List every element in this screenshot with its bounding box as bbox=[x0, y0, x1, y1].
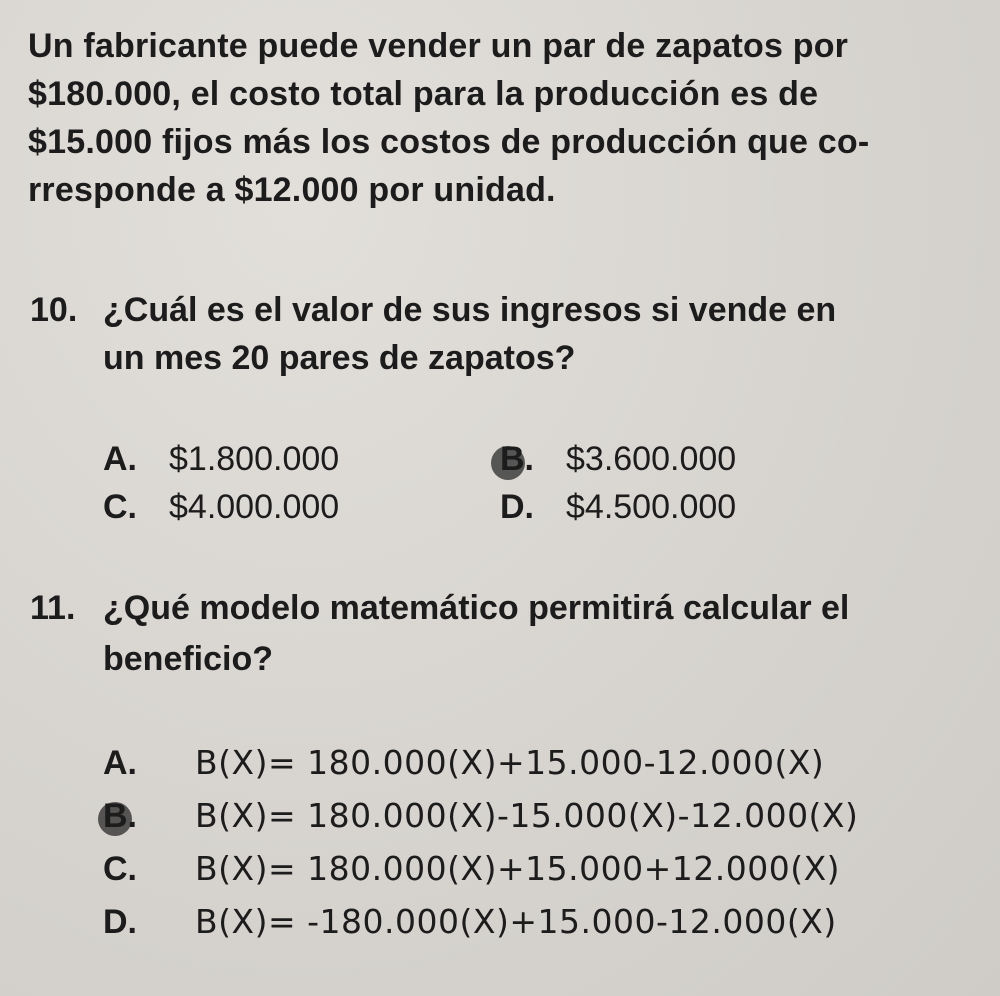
question-number: 11. bbox=[30, 589, 76, 627]
option-value: $4.000.000 bbox=[169, 488, 340, 526]
statement-line-1: Un fabricante puede vender un par de zapatos por bbox=[28, 27, 849, 65]
option-value: B(X)= 180.000(X)-15.000(X)-12.000(X) bbox=[195, 796, 859, 835]
statement-line-4: rresponde a $12.000 por unidad. bbox=[28, 171, 556, 209]
question-text-line-1: ¿Qué modelo matemático permitirá calcular el bbox=[103, 589, 850, 627]
option-b[interactable] bbox=[500, 440, 736, 479]
option-letter: C. bbox=[103, 850, 137, 888]
question-number: 10. bbox=[30, 291, 78, 329]
question-text-line-2: un mes 20 pares de zapatos? bbox=[103, 339, 576, 377]
option-letter: A. bbox=[103, 744, 137, 782]
option-value: B(X)= 180.000(X)+15.000+12.000(X) bbox=[195, 849, 841, 888]
option-letter: A. bbox=[103, 440, 137, 478]
option-letter: B. bbox=[500, 440, 534, 478]
option-d[interactable] bbox=[103, 902, 837, 942]
option-value: $4.500.000 bbox=[566, 488, 737, 526]
option-c[interactable] bbox=[103, 488, 339, 527]
option-letter: C. bbox=[103, 488, 137, 526]
option-b[interactable] bbox=[103, 796, 858, 836]
option-value: $3.600.000 bbox=[566, 440, 737, 478]
option-a[interactable] bbox=[103, 440, 339, 479]
option-value: B(X)= 180.000(X)+15.000-12.000(X) bbox=[195, 743, 825, 782]
question-text-line-1: ¿Cuál es el valor de sus ingresos si vende en bbox=[103, 291, 837, 329]
problem-statement bbox=[28, 22, 978, 214]
option-value: B(X)= -180.000(X)+15.000-12.000(X) bbox=[195, 902, 837, 941]
option-a[interactable] bbox=[103, 743, 824, 783]
statement-line-2: $180.000, el costo total para la producción es de bbox=[28, 75, 819, 113]
option-value: $1.800.000 bbox=[169, 440, 340, 478]
option-letter: B. bbox=[103, 797, 137, 835]
question-text-line-2: beneficio? bbox=[103, 640, 274, 678]
statement-line-3: $15.000 fijos más los costos de producción que co- bbox=[28, 123, 870, 161]
option-c[interactable] bbox=[103, 849, 840, 889]
option-letter: D. bbox=[103, 903, 137, 941]
option-d[interactable] bbox=[500, 488, 736, 527]
option-letter: D. bbox=[500, 488, 534, 526]
